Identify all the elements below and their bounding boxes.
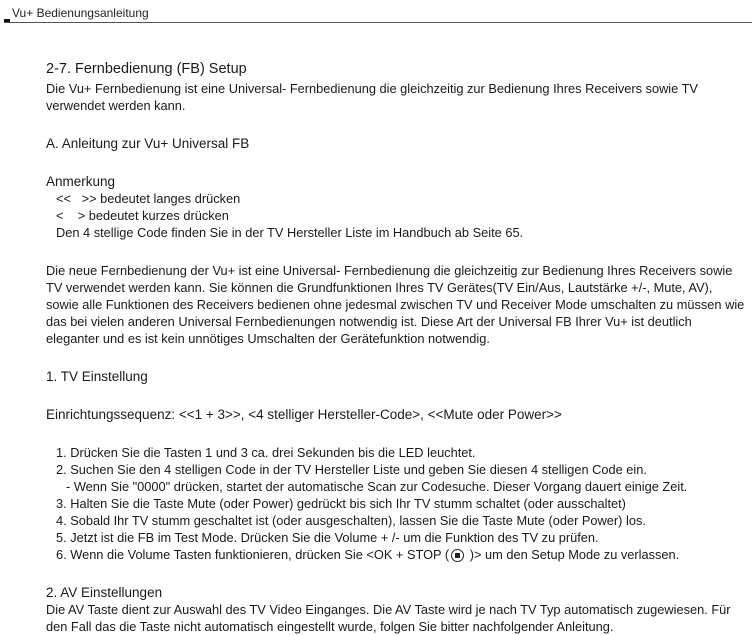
- note-line-long-press: << >> bedeutet langes drücken: [56, 191, 241, 206]
- step-6-text-start: 6. Wenn die Volume Tasten funktionieren, drücken Sie <OK + STOP (: [56, 547, 450, 562]
- step-1: 1. Drücken Sie die Tasten 1 und 3 ca. drei Sekunden bis die LED leuchtet.: [56, 445, 476, 460]
- step-2-note: - Wenn Sie "0000" drücken, startet der automatische Scan zur Codesuche. Dieser Vorgang dauert einige Zeit.: [66, 479, 688, 494]
- step-3: 3. Halten Sie die Taste Mute (oder Power) gedrückt bis sich Ihr TV stumm schaltet (oder ausschaltet): [56, 496, 626, 511]
- header-rule: [4, 22, 752, 23]
- part-a-description: Die neue Fernbedienung der Vu+ ist eine Universal- Fernbedienung die gleichzeitig zur Bedienung Ihres Receivers sowie TV verwendet werden kann. Sie können die Grundfunktionen Ihres TV Gerätes(TV Ein/Aus, Lautstärke +/-, Mute, AV), sowie alle Funktionen des Receivers bedienen ohne jedesmal zwischen TV und Receiver Mode umschalten zu müssen wie das bei vielen anderen Universal Fernbedienungen notwendig ist. Diese Art der Universal FB Ihrer Vu+ ist deutlich eleganter und es ist kein unnötiges Umschalten der Gerätefunktion notwendig.: [46, 263, 745, 346]
- page-header: [0, 0, 756, 26]
- step-6: [46, 546, 746, 563]
- note-title: Anmerkung: [46, 174, 116, 189]
- header-title: Vu+ Bedienungsanleitung: [12, 6, 149, 20]
- tv-setup-sequence: Einrichtungssequenz: <<1 + 3>>, <4 stelliger Hersteller-Code>, <<Mute oder Power>>: [46, 407, 562, 422]
- tv-setup-steps: [46, 444, 746, 563]
- part-a-title: A. Anleitung zur Vu+ Universal FB: [46, 136, 250, 151]
- section-intro: Die Vu+ Fernbedienung ist eine Universal- Fernbedienung die gleichzeitig zur Bedienung Ihres Receivers sowie TV verwendet werden kann.: [46, 81, 698, 113]
- av-setup-title: 2. AV Einstellungen: [46, 585, 163, 600]
- step-6-text-end: )> um den Setup Mode zu verlassen.: [469, 547, 680, 562]
- step-2: 2. Suchen Sie den 4 stelligen Code in der TV Hersteller Liste und geben Sie diesen 4 stelligen Code ein.: [56, 462, 647, 477]
- step-4: 4. Sobald Ihr TV stumm geschaltet ist (oder ausgeschalten), lassen Sie die Taste Mute (oder Power) los.: [56, 513, 646, 528]
- section-title: 2-7. Fernbedienung (FB) Setup: [46, 61, 247, 77]
- stop-button-icon: [451, 549, 464, 562]
- step-5: 5. Jetzt ist die FB im Test Mode. Drücken Sie die Volume + /- um die Funktion des TV zu prüfen.: [56, 530, 599, 545]
- note-line-code: Den 4 stellige Code finden Sie in der TV Hersteller Liste im Handbuch ab Seite 65.: [56, 225, 524, 240]
- note-line-short-press: < > bedeutet kurzes drücken: [56, 208, 229, 223]
- av-setup-text: Die AV Taste dient zur Auswahl des TV Video Einganges. Die AV Taste wird je nach TV Typ automatisch zugewiesen. Für den Fall das die Taste nicht automatisch eingestellt wurde, folgen Sie bitter nachfolgender Anleitung.: [46, 602, 731, 634]
- tv-setup-title: 1. TV Einstellung: [46, 369, 148, 384]
- document-body: [46, 60, 746, 635]
